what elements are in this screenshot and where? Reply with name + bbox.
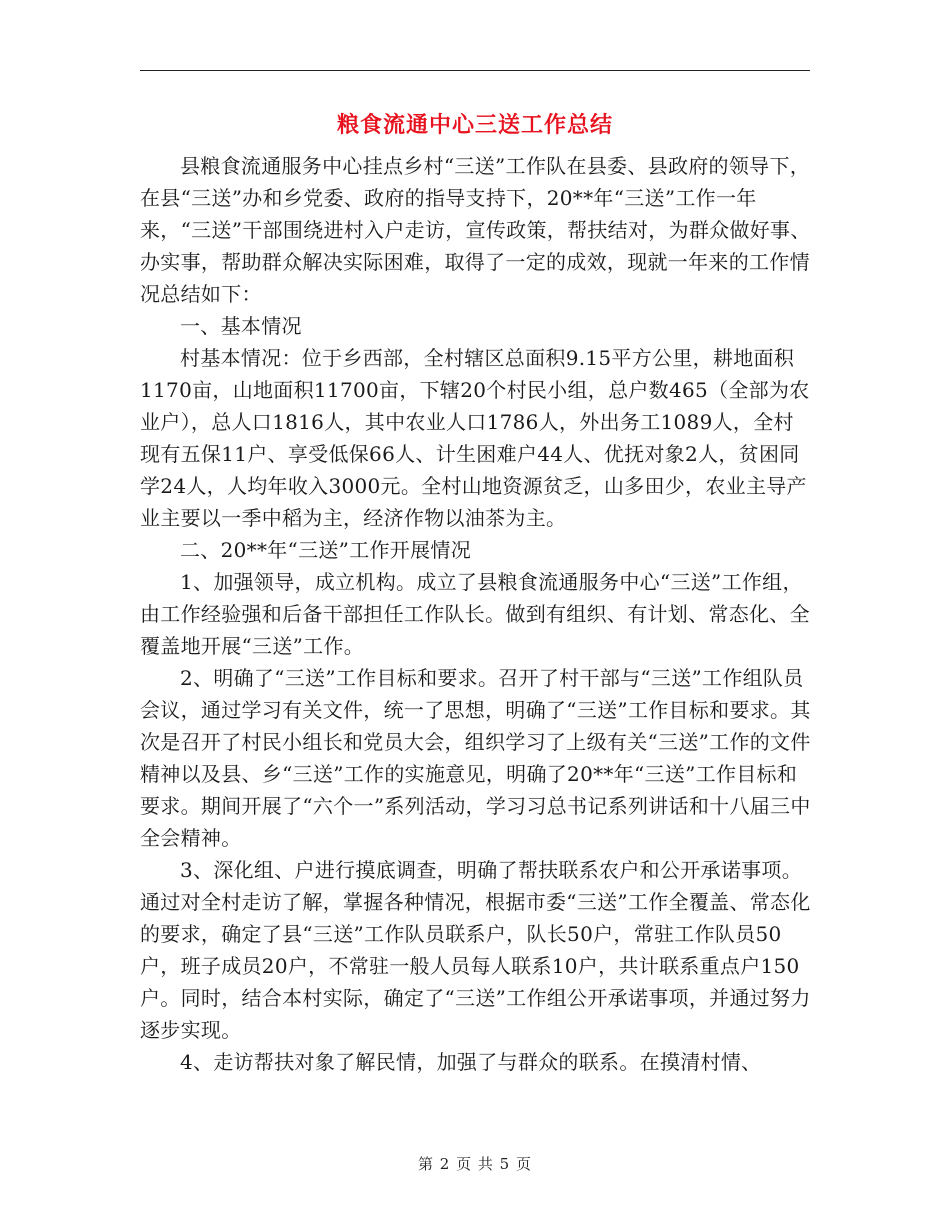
- document-title: 粮食流通中心三送工作总结: [336, 112, 613, 138]
- section-heading-basic-info: 一、基本情况: [180, 314, 302, 338]
- paragraph-item-1: 1、加强领导，成立机构。成立了县粮食流通服务中心“三送”工作组，由工作经验强和后备干部担任工作队长。做到有组织、有计划、常态化、全覆盖地开展“三送”工作。: [140, 570, 810, 658]
- header-rule: [140, 70, 810, 71]
- paragraph-intro: 县粮食流通服务中心挂点乡村“三送”工作队在县委、县政府的领导下，在县“三送”办和乡党委、政府的指导支持下，20**年“三送”工作一年来，“三送”干部围绕进村入户走访，宣传政策，帮扶结对，为群众做好事、办实事，帮助群众解决实际困难，取得了一定的成效，现就一年来的工作情况总结如下：: [140, 154, 811, 306]
- page-number: 第 2 页 共 5 页: [418, 1155, 532, 1173]
- paragraph-item-3: 3、深化组、户进行摸底调查，明确了帮扶联系农户和公开承诺事项。通过对全村走访了解，掌握各种情况，根据市委“三送”工作全覆盖、常态化的要求，确定了县“三送”工作队员联系户，队长50户，常驻工作队员50户，班子成员20户，不常驻一般人员每人联系10户，共计联系重点户150户。同时，结合本村实际，确定了“三送”工作组公开承诺事项，并通过努力逐步实现。: [140, 858, 811, 1042]
- document-body: [140, 150, 812, 1078]
- paragraph-item-2: 2、明确了“三送”工作目标和要求。召开了村干部与“三送”工作组队员会议，通过学习有关文件，统一了思想，明确了“三送”工作目标和要求。其次是召开了村民小组长和党员大会，组织学习了上级有关“三送”工作的文件精神以及县、乡“三送”工作的实施意见，明确了20**年“三送”工作目标和要求。期间开展了“六个一”系列活动，学习习总书记系列讲话和十八届三中全会精神。: [140, 666, 811, 850]
- section-heading-work-progress: 二、20**年“三送”工作开展情况: [180, 538, 471, 562]
- paragraph-item-4: 4、走访帮扶对象了解民情，加强了与群众的联系。在摸清村情、: [180, 1050, 762, 1074]
- paragraph-village-info: 村基本情况：位于乡西部，全村辖区总面积9.15平方公里，耕地面积1170亩，山地面积11700亩，下辖20个村民小组，总户数465（全部为农业户），总人口1816人，其中农业人口1786人，外出务工1089人，全村现有五保11户、享受低保66人、计生困难户44人、优抚对象2人，贫困同学24人，人均年收入3000元。全村山地资源贫乏，山多田少，农业主导产业主要以一季中稻为主，经济作物以油茶为主。: [140, 346, 810, 530]
